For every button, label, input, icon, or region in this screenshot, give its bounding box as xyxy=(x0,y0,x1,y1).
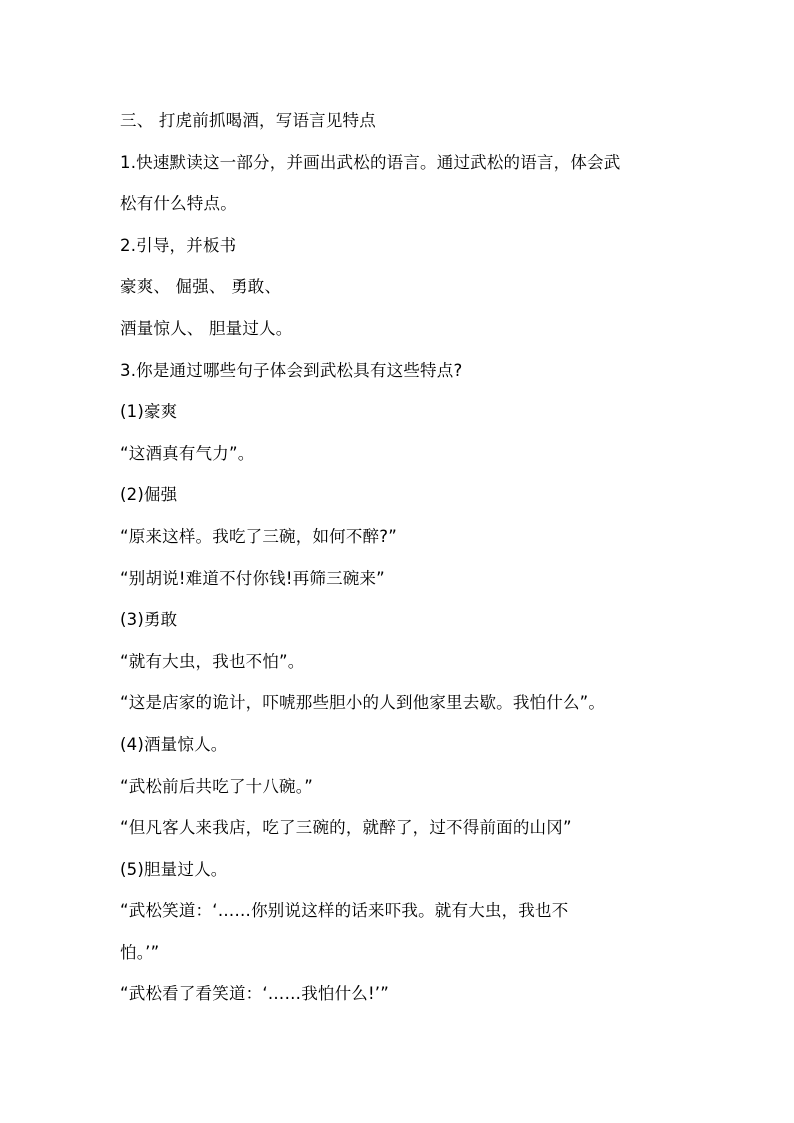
trait-heading-1: (1)豪爽 xyxy=(120,402,178,422)
quote-8: “武松笑道：‘……你别说这样的话来吓我。就有大虫，我也不 xyxy=(120,901,569,921)
quote-3: “别胡说!难道不付你钱!再筛三碗来” xyxy=(120,568,385,588)
trait-heading-3: (3)勇敢 xyxy=(120,610,178,630)
quote-7: “但凡客人来我店，吃了三碗的，就醉了，过不得前面的山冈” xyxy=(120,818,572,838)
section-heading: 三、 打虎前抓喝酒，写语言见特点 xyxy=(120,111,376,130)
step-1-text: 1.快速默读这一部分，并画出武松的语言。通过武松的语言，体会武 xyxy=(120,152,621,172)
trait-heading-4: (4)酒量惊人。 xyxy=(120,734,228,754)
quote-5: “这是店家的诡计，吓唬那些胆小的人到他家里去歇。我怕什么”。 xyxy=(120,693,606,713)
trait-heading-5: (5)胆量过人。 xyxy=(120,859,228,879)
quote-6: “武松前后共吃了十八碗。” xyxy=(120,776,313,796)
trait-heading-2: (2)倔强 xyxy=(120,485,178,505)
quote-4: “就有大虫，我也不怕”。 xyxy=(120,651,305,671)
quote-1: “这酒真有气力”。 xyxy=(120,443,255,463)
quote-8-continued: 怕。’” xyxy=(120,942,160,962)
quote-9: “武松看了看笑道：‘……我怕什么!’” xyxy=(120,984,390,1004)
board-traits-row-1: 豪爽、 倔强、 勇敢、 xyxy=(120,277,282,297)
quote-2: “原来这样。我吃了三碗，如何不醉?” xyxy=(120,526,397,546)
step-3-question: 3.你是通过哪些句子体会到武松具有这些特点? xyxy=(120,360,463,380)
step-2-text: 2.引导，并板书 xyxy=(120,235,237,255)
step-1-text-continued: 松有什么特点。 xyxy=(120,194,237,214)
document-page xyxy=(120,100,690,1015)
board-traits-row-2: 酒量惊人、 胆量过人。 xyxy=(120,318,293,338)
